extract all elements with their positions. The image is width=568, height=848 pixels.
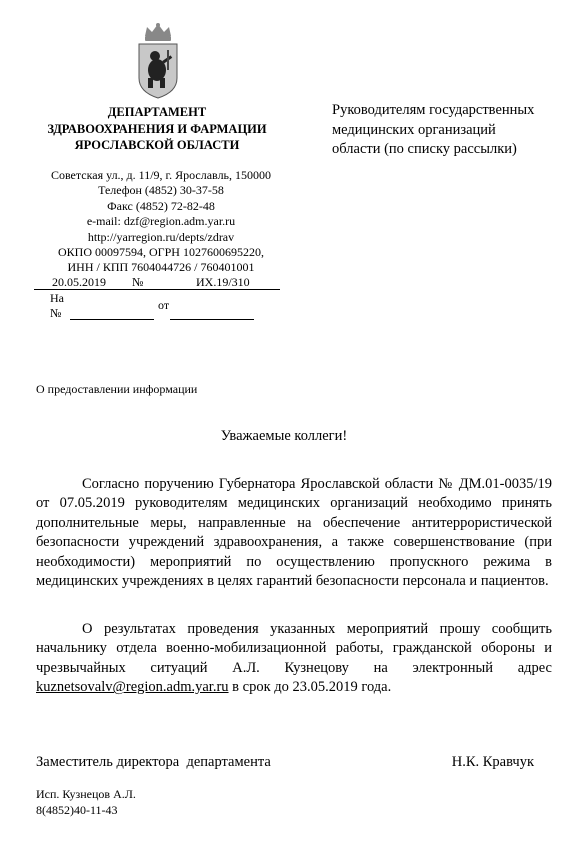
coat-of-arms-emblem (134, 22, 182, 100)
body-paragraph-1: Согласно поручению Губернатора Ярославской области № ДМ.01-0035/19 от 07.05.2019 руководителям медицинских организаций необходимо принять дополнительные меры, направленные на обеспечение антитеррористической безопасности учреждений здравоохранения, а также совершенствование (при необходимости) мероприятий по осуществлению пропускного режима в медицинских учреждениях в целях гарантий безопасности персонала и пациентов. (36, 476, 552, 590)
body-paragraph-2 (36, 620, 552, 698)
reply-label-na: На (50, 291, 64, 305)
email-line: e-mail: dzf@region.adm.yar.ru (86, 214, 236, 229)
paragraph-2-text: О результатах проведения указанных мероприятий прошу сообщить начальнику отдела военно-мобилизационной работы, гражданской обороны и чрезвычайных ситуаций А.Л. Кузнецову на электронный адрес (36, 621, 552, 676)
reply-date-line (170, 319, 254, 320)
department-contact-info (30, 168, 292, 276)
executor-name: Исп. Кузнецов А.Л. (36, 787, 136, 801)
signatory-position: Заместитель директора департамента (36, 754, 271, 770)
department-title-line: ЯРОСЛАВСКОЙ ОБЛАСТИ (74, 138, 240, 152)
signatory-name: Н.К. Кравчук (451, 754, 534, 770)
okpo-ogrn-line: ОКПО 00097594, ОГРН 1027600695220, (58, 245, 264, 260)
phone-line: Телефон (4852) 30-37-58 (98, 183, 224, 198)
reply-label-number: № (50, 306, 62, 320)
inn-kpp-line: ИНН / КПП 7604044726 / 760401001 (67, 260, 255, 275)
executor-phone: 8(4852)40-11-43 (36, 803, 118, 817)
department-title-line: ЗДРАВООХРАНЕНИЯ И ФАРМАЦИИ (47, 121, 267, 136)
executor-block (36, 786, 136, 818)
department-title-line: ДЕПАРТАМЕНТ (107, 105, 207, 119)
website-line: http://yarregion.ru/depts/zdrav (87, 229, 235, 244)
reply-number-line (70, 319, 154, 320)
registration-date: 20.05.2019 (52, 275, 106, 289)
department-title (28, 104, 286, 154)
addressee-line: медицинских организаций (332, 121, 496, 138)
fax-line: Факс (4852) 72-82-48 (107, 198, 215, 213)
registration-number: ИХ.19/310 (196, 275, 250, 289)
addressee-line: области (по списку рассылки) (332, 141, 517, 157)
reply-from-label: от (158, 298, 170, 312)
registration-underline (34, 289, 280, 290)
greeting: Уважаемые коллеги! (220, 428, 348, 444)
address-line: Советская ул., д. 11/9, г. Ярославль, 150000 (50, 168, 272, 182)
registration-number-sign: № (132, 275, 144, 289)
paragraph-2-deadline: в срок до 23.05.2019 года. (228, 679, 392, 696)
email-link[interactable]: kuznetsovalv@region.adm.yar.ru (36, 679, 229, 696)
letter-subject: О предоставлении информации (36, 382, 198, 396)
addressee-block (332, 101, 562, 160)
crown-icon (145, 23, 171, 41)
addressee-line: Руководителям государственных (332, 102, 535, 118)
